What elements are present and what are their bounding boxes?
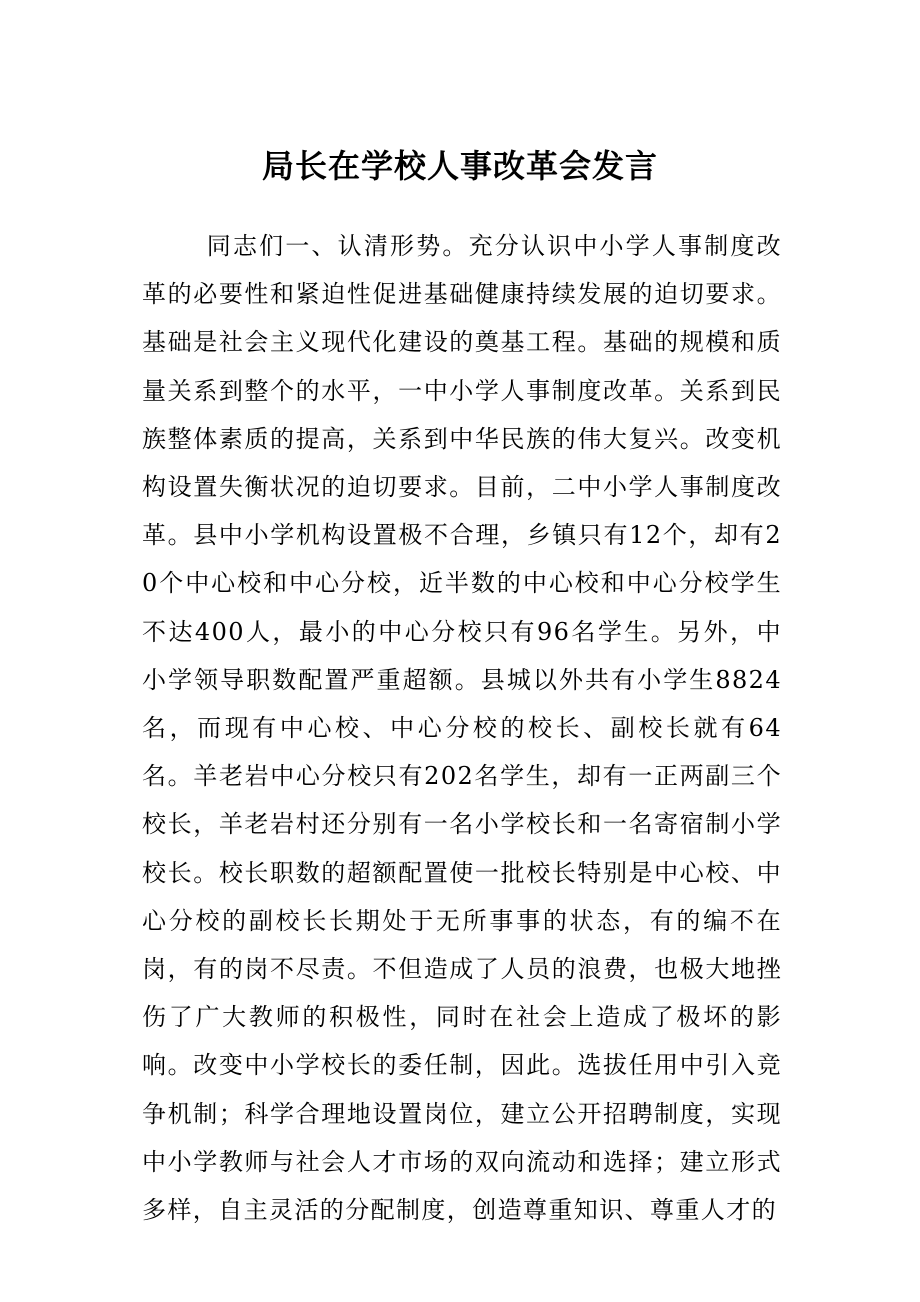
paragraph-text: 同志们一、认清形势。充分认识中小学人事制度改革的必要性和紧迫性促进基础健康持续发展的迫切要求。基础是社会主义现代化建设的奠基工程。基础的规模和质量关系到整个的水平，一中小学人事制度改革。关系到民族整体素质的提高，关系到中华民族的伟大复兴。改变机构设置失衡状况的迫切要求。目前，二中小学人事制度改革。县中小学机构设置极不合理，乡镇只有12个，却有20个中心校和中心分校，近半数的中心校和中心分校学生不达400人，最小的中心分校只有96名学生。另外，中小学领导职数配置严重超额。县城以外共有小学生8824名，而现有中心校、中心分校的校长、副校长就有64名。羊老岩中心分校只有202名学生，却有一正两副三个校长，羊老岩村还分别有一名小学校长和一名寄宿制小学校长。校长职数的超额配置使一批校长特别是中心校、中心分校的副校长长期处于无所事事的状态，有的编不在岗，有的岗不尽责。不但造成了人员的浪费，也极大地挫伤了广大教师的积极性，同时在社会上造成了极坏的影响。改变中小学校长的委任制，因此。选拔任用中引入竞争机制；科学合理地设置岗位，建立公开招聘制度，实现中小学教师与社会人才市场的双向流动和选择；建立形式多样，自主灵活的分配制度，创造尊重知识、尊重人才的 xyxy=(142,232,782,1225)
document-title: 局长在学校人事改革会发言 xyxy=(261,147,658,185)
body-paragraph xyxy=(142,222,782,1234)
